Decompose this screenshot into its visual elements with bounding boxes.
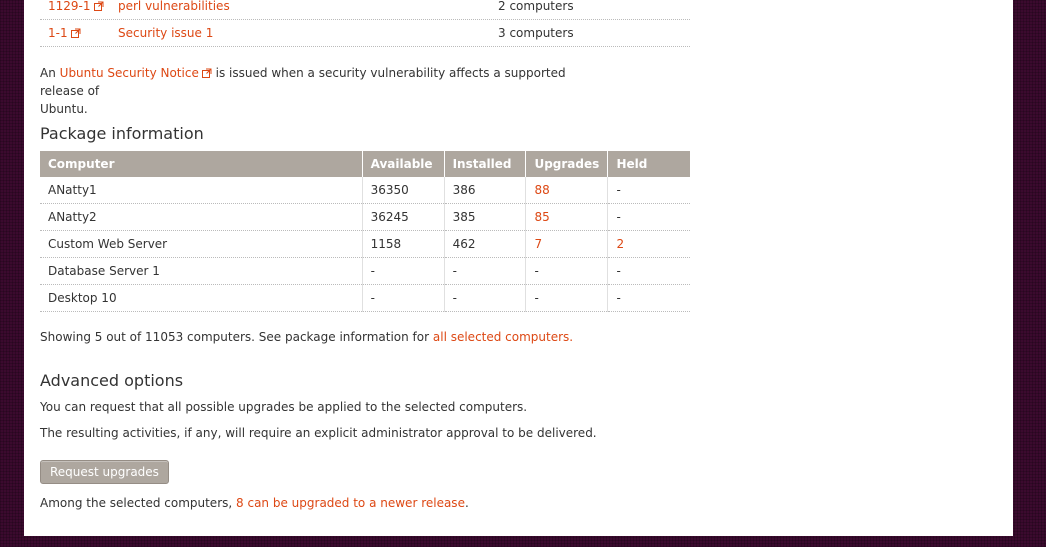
- upgrades-link[interactable]: 88: [534, 183, 550, 197]
- usn-id-link[interactable]: [48, 0, 104, 13]
- col-held: Held: [608, 151, 690, 177]
- usn-suffix-line2: Ubuntu.: [40, 102, 88, 116]
- usn-suffix: is issued when a security vulnerability affects a supported release of: [40, 66, 566, 98]
- advanced-line-1: You can request that all possible upgrades be applied to the selected computers.: [40, 400, 528, 414]
- request-upgrades-button[interactable]: Request upgrades: [40, 460, 169, 484]
- available-count: -: [362, 285, 444, 312]
- table-row: [40, 258, 690, 285]
- computer-name: Custom Web Server: [40, 231, 362, 258]
- table-header-row: [40, 151, 690, 177]
- computer-name: Desktop 10: [40, 285, 362, 312]
- advanced-line-2: The resulting activities, if any, will require an explicit administrator approval to be delivered.: [40, 426, 597, 440]
- installed-count: -: [444, 258, 526, 285]
- usn-id-link[interactable]: [48, 26, 81, 40]
- col-upgrades: Upgrades: [526, 151, 608, 177]
- table-row: [40, 177, 690, 204]
- summary-text: Showing 5 out of 11053 computers. See package information for: [40, 330, 430, 344]
- available-count: 36245: [362, 204, 444, 231]
- computer-name: Database Server 1: [40, 258, 362, 285]
- col-installed: Installed: [444, 151, 526, 177]
- security-notices-table: [40, 0, 690, 47]
- usn-title-link[interactable]: Security issue 1: [118, 26, 214, 40]
- installed-count: 386: [444, 177, 526, 204]
- held-count: -: [608, 258, 690, 285]
- usn-prefix: An: [40, 66, 56, 80]
- ubuntu-security-notice-link[interactable]: [60, 66, 212, 80]
- upgrades-link[interactable]: 85: [534, 210, 550, 224]
- external-link-icon: [94, 1, 104, 11]
- release-prefix: Among the selected computers,: [40, 496, 233, 510]
- package-info-table: [40, 151, 690, 312]
- installed-count: -: [444, 285, 526, 312]
- usn-id-text: 1129-1: [48, 0, 91, 13]
- available-count: 1158: [362, 231, 444, 258]
- table-row: [40, 0, 690, 20]
- release-suffix: .: [464, 496, 469, 510]
- upgrades-count: -: [526, 285, 608, 312]
- installed-count: 385: [444, 204, 526, 231]
- usn-title-link[interactable]: perl vulnerabilities: [118, 0, 230, 13]
- installed-count: 462: [444, 231, 526, 258]
- main-panel: [24, 0, 1013, 536]
- table-row: [40, 20, 690, 47]
- usn-link-text: Ubuntu Security Notice: [59, 66, 199, 80]
- affected-count: 3 computers: [498, 26, 574, 40]
- computer-name: ANatty2: [40, 204, 362, 231]
- table-row: [40, 231, 690, 258]
- package-info-heading: Package information: [40, 124, 204, 143]
- available-count: 36350: [362, 177, 444, 204]
- usn-id-text: 1-1: [48, 26, 68, 40]
- affected-count: 2 computers: [498, 0, 574, 13]
- release-upgrade-info: [40, 494, 469, 512]
- table-row: [40, 204, 690, 231]
- held-count: -: [608, 177, 690, 204]
- upgrades-link[interactable]: 7: [534, 237, 543, 251]
- available-count: -: [362, 258, 444, 285]
- external-link-icon: [71, 28, 81, 38]
- external-link-icon: [202, 68, 212, 78]
- upgrades-count: -: [526, 258, 608, 285]
- package-summary: [40, 328, 573, 346]
- held-count: -: [608, 204, 690, 231]
- release-upgrade-link[interactable]: 8 can be upgraded to a newer release: [236, 496, 465, 510]
- held-count: -: [608, 285, 690, 312]
- col-computer: Computer: [40, 151, 362, 177]
- advanced-options-heading: Advanced options: [40, 371, 184, 390]
- col-available: Available: [362, 151, 444, 177]
- all-selected-computers-link[interactable]: all selected computers.: [432, 330, 574, 344]
- computer-name: ANatty1: [40, 177, 362, 204]
- held-link[interactable]: 2: [616, 237, 625, 251]
- table-row: [40, 285, 690, 312]
- usn-description: [40, 64, 600, 118]
